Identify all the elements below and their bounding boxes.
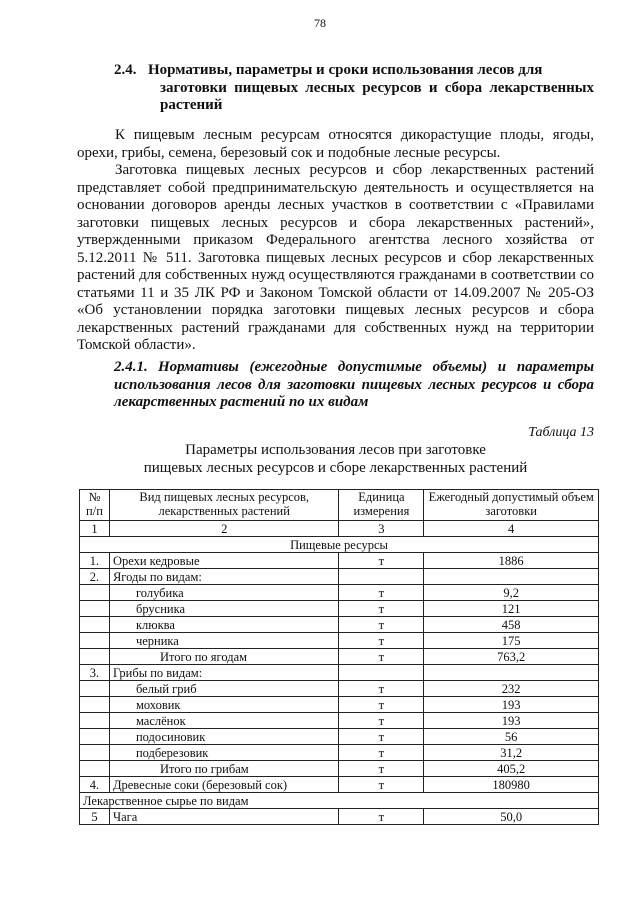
row-num: 4.: [80, 777, 110, 793]
row-name: подосиновик: [109, 729, 339, 745]
table-row: [80, 681, 599, 697]
row-value: 180980: [424, 777, 599, 793]
row-name: Итого по грибам: [109, 761, 339, 777]
row-value: 121: [424, 601, 599, 617]
row-num: [80, 617, 110, 633]
row-value: 31,2: [424, 745, 599, 761]
row-value: [424, 569, 599, 585]
table-label: Таблица 13: [528, 425, 594, 440]
header-volume: Ежегодный допустимый объем заготовки: [424, 490, 599, 521]
table-header-row: [80, 490, 599, 521]
column-number-row: [80, 521, 599, 537]
row-name: Древесные соки (березовый сок): [109, 777, 339, 793]
row-unit: т: [339, 777, 424, 793]
row-num: 1.: [80, 553, 110, 569]
row-num: [80, 585, 110, 601]
row-name: моховик: [109, 697, 339, 713]
row-num: 3.: [80, 665, 110, 681]
row-num: [80, 745, 110, 761]
col-number: 1: [80, 521, 110, 537]
row-unit: т: [339, 617, 424, 633]
table-row: [80, 553, 599, 569]
row-value: 193: [424, 713, 599, 729]
row-unit: т: [339, 761, 424, 777]
subsection-heading-number: 2.4.1.: [114, 359, 148, 375]
section-heading: [114, 62, 594, 115]
row-num: [80, 761, 110, 777]
row-name: клюква: [109, 617, 339, 633]
row-name: черника: [109, 633, 339, 649]
header-num: № п/п: [80, 490, 110, 521]
row-unit: т: [339, 633, 424, 649]
col-number: 3: [339, 521, 424, 537]
row-unit: т: [339, 553, 424, 569]
row-value: 193: [424, 697, 599, 713]
page-number: 78: [314, 16, 326, 30]
paragraph-2-text: Заготовка пищевых лесных ресурсов и сбор лекарственных растений представляет собой предпринимательскую деятельность и осуществляется на основании договоров аренды лесных участков в соответствии с «Правилами заготовки пищевых лесных ресурсов и сбора лекарственных растений», утвержденными приказом Федерального агентства лесного хозяйства от 5.12.2011 № 511. Заготовка пищевых лесных ресурсов и сбор лекарственных растений для собственных нужд осуществляются гражданами в соответствии со статьями 11 и 35 ЛК РФ и Законом Томской области от 14.09.2007 № 205-ОЗ «Об установлении порядка заготовки пищевых лесных ресурсов и сбора лекарственных растений гражданами для собственных нужд на территории Томской области».: [77, 162, 594, 353]
row-value: 50,0: [424, 809, 599, 825]
row-unit: [339, 665, 424, 681]
paragraph-1: [77, 127, 594, 162]
subsection-heading-text: Нормативы (ежегодные допустимые объемы) и параметры использования лесов для заготовки пищевых лесных ресурсов и сбора лекарственных растений по их видам: [114, 359, 594, 410]
row-value: 763,2: [424, 649, 599, 665]
row-value: 1886: [424, 553, 599, 569]
row-value: 56: [424, 729, 599, 745]
section-row: [80, 793, 599, 809]
row-unit: т: [339, 585, 424, 601]
row-unit: т: [339, 745, 424, 761]
row-value: 458: [424, 617, 599, 633]
row-name: голубика: [109, 585, 339, 601]
table-caption-line2: пищевых лесных ресурсов и сборе лекарственных растений: [143, 459, 528, 476]
section-heading-line1: Нормативы, параметры и сроки использования лесов для: [148, 62, 543, 78]
table-row: [80, 601, 599, 617]
table-row: [80, 697, 599, 713]
row-unit: т: [339, 681, 424, 697]
table-row: [80, 585, 599, 601]
table-row-total: [80, 649, 599, 665]
row-name: Грибы по видам:: [109, 665, 339, 681]
row-num: [80, 681, 110, 697]
row-unit: т: [339, 713, 424, 729]
row-value: 405,2: [424, 761, 599, 777]
table-row-total: [80, 761, 599, 777]
row-name: маслёнок: [109, 713, 339, 729]
table-caption: [77, 442, 594, 477]
row-num: [80, 649, 110, 665]
row-num: [80, 729, 110, 745]
row-value: 9,2: [424, 585, 599, 601]
table-row: [80, 809, 599, 825]
row-value: 232: [424, 681, 599, 697]
row-num: [80, 713, 110, 729]
section-row: [80, 537, 599, 553]
paragraph-1-text: К пищевым лесным ресурсам относятся дикорастущие плоды, ягоды, орехи, грибы, семена, березовый сок и подобные лесные ресурсы.: [77, 127, 594, 161]
col-number: 2: [109, 521, 339, 537]
table-row: [80, 713, 599, 729]
row-name: Ягоды по видам:: [109, 569, 339, 585]
row-value: [424, 665, 599, 681]
row-name: Итого по ягодам: [109, 649, 339, 665]
table-row: [80, 665, 599, 681]
parameters-table: [79, 489, 599, 825]
row-name: белый гриб: [109, 681, 339, 697]
row-unit: [339, 569, 424, 585]
row-unit: т: [339, 809, 424, 825]
row-name: Орехи кедровые: [109, 553, 339, 569]
row-num: 2.: [80, 569, 110, 585]
row-num: [80, 697, 110, 713]
row-unit: т: [339, 729, 424, 745]
row-unit: т: [339, 649, 424, 665]
row-num: [80, 633, 110, 649]
row-unit: т: [339, 697, 424, 713]
subsection-heading: [114, 359, 594, 412]
section-heading-number: 2.4.: [114, 62, 137, 78]
row-name: Чага: [109, 809, 339, 825]
section-medicinal-label: Лекарственное сырье по видам: [80, 793, 599, 809]
paragraph-2: [77, 162, 594, 355]
row-value: 175: [424, 633, 599, 649]
table-row: [80, 617, 599, 633]
col-number: 4: [424, 521, 599, 537]
header-unit: Единица измерения: [339, 490, 424, 521]
section-food-label: Пищевые ресурсы: [80, 537, 599, 553]
table-row: [80, 777, 599, 793]
table-row: [80, 569, 599, 585]
table-caption-line1: Параметры использования лесов при заготовке: [185, 442, 486, 458]
table-row: [80, 633, 599, 649]
section-heading-line2: заготовки пищевых лесных ресурсов и сбора лекарственных растений: [160, 79, 594, 113]
table-row: [80, 729, 599, 745]
row-unit: т: [339, 601, 424, 617]
row-num: 5: [80, 809, 110, 825]
row-name: подберезовик: [109, 745, 339, 761]
row-name: брусника: [109, 601, 339, 617]
header-type: Вид пищевых лесных ресурсов, лекарственных растений: [109, 490, 339, 521]
table-row: [80, 745, 599, 761]
row-num: [80, 601, 110, 617]
